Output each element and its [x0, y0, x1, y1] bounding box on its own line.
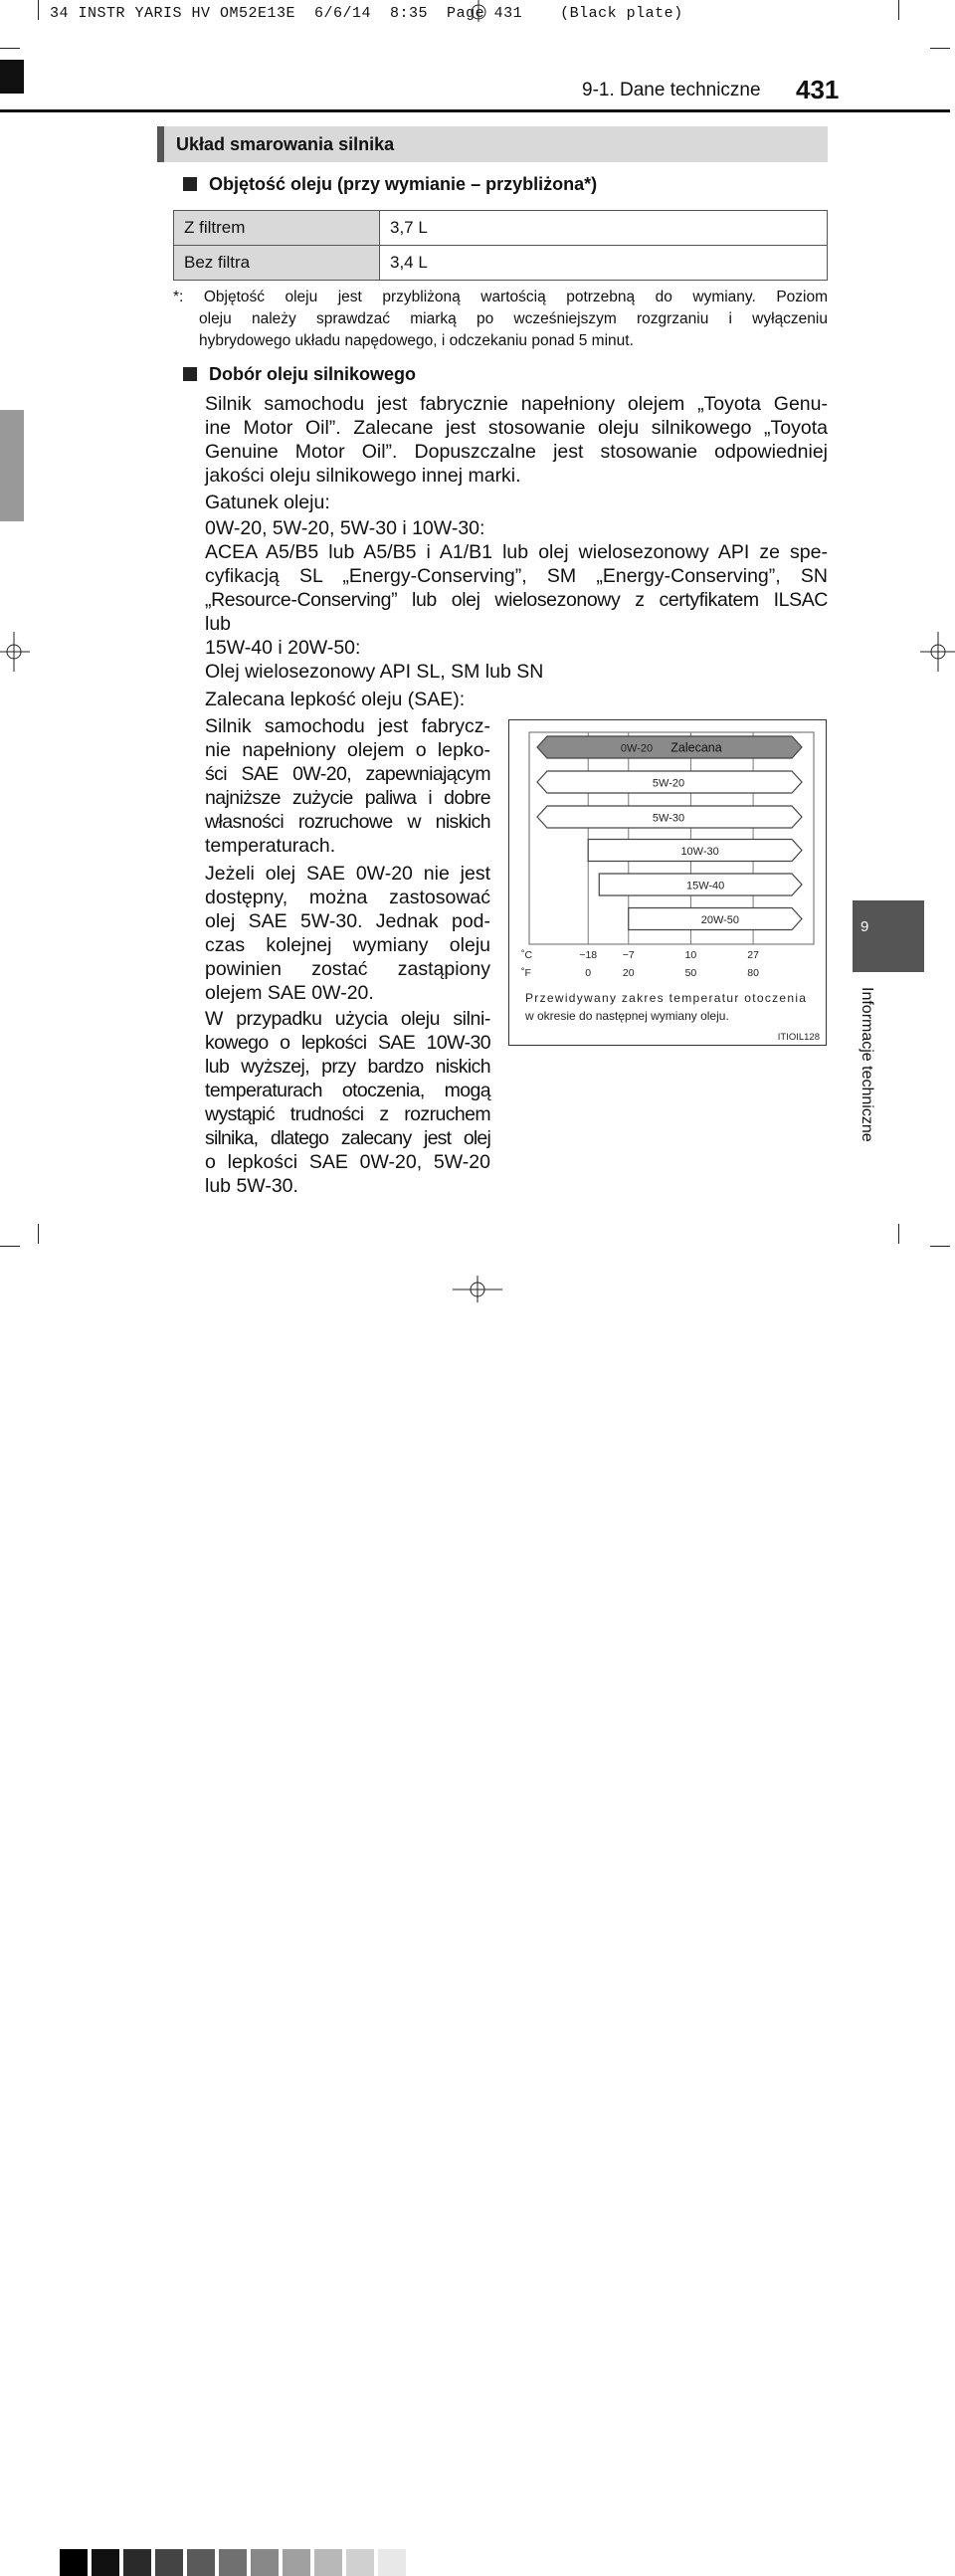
- text-line: W przypadku użycia oleju silni-: [205, 1008, 490, 1030]
- bar-label: 5W-30: [652, 812, 685, 825]
- table-row: [174, 246, 828, 281]
- color-swatch: [60, 2549, 88, 2576]
- text-line: kowego o lepkości SAE 10W-30: [205, 1032, 490, 1054]
- color-swatch: [123, 2549, 151, 2576]
- fahrenheit-unit-label: ˚F: [521, 967, 531, 979]
- footnote-line: hybrydowego układu napędowego, i odczekaniu ponad 5 minut.: [199, 332, 634, 349]
- crop-mark: [930, 48, 950, 49]
- oil-selection-heading: [183, 364, 416, 385]
- text-line: Olej wielosezonowy API SL, SM lub SN: [205, 661, 544, 683]
- table-row: [174, 211, 828, 246]
- bar-label: 0W-20: [620, 742, 654, 755]
- text-line: dostępny, można zastosować: [205, 887, 490, 908]
- fahrenheit-tick-label: 0: [585, 967, 592, 979]
- header-rule: [0, 109, 950, 112]
- viscosity-paragraph-2: [205, 862, 490, 1005]
- section-heading: Układ smarowania silnika: [157, 126, 828, 162]
- table-cell-value: 3,7 L: [380, 211, 828, 246]
- oil-capacity-heading: [183, 174, 597, 195]
- viscosity-bar-0w-20: [537, 736, 802, 758]
- table-cell-label: Z filtrem: [174, 211, 380, 246]
- color-swatch: [219, 2549, 247, 2576]
- fahrenheit-tick-label: 80: [747, 967, 759, 979]
- fahrenheit-tick-label: 50: [684, 967, 697, 979]
- text-line: 0W-20, 5W-20, 5W-30 i 10W-30:: [205, 517, 485, 539]
- recommended-label: Zalecana: [670, 740, 722, 755]
- text-line: olej SAE 5W-30. Jednak pod-: [205, 910, 490, 932]
- text-line: najniższe zużycie paliwa i dobre: [205, 787, 490, 809]
- text-line: lub wyższej, przy bardzo niskich: [205, 1056, 490, 1078]
- text-line: silnika, dlatego zalecany jest olej: [205, 1127, 490, 1149]
- page-number: 431: [796, 75, 840, 104]
- text-line: czas kolejnej wymiany oleju: [205, 934, 490, 956]
- chapter-number: 9: [860, 918, 869, 935]
- bullet-square-icon: [183, 177, 197, 191]
- celsius-tick-label: −7: [622, 949, 635, 961]
- text-line: temperaturach otoczenia, mogą: [205, 1080, 490, 1101]
- crop-mark: [898, 1224, 899, 1244]
- capacity-footnote: [173, 287, 828, 352]
- print-header: 34 INSTR YARIS HV OM52E13E 6/6/14 8:35 Page 431 (Black plate): [50, 5, 683, 22]
- crop-mark: [930, 1246, 950, 1247]
- viscosity-label: Zalecana lepkość oleju (SAE):: [205, 689, 466, 710]
- registration-mark-right: [920, 632, 955, 672]
- text-line: Jeżeli olej SAE 0W-20 nie jest: [205, 863, 490, 885]
- side-gray-tab: [0, 410, 24, 521]
- crop-mark: [0, 1246, 20, 1247]
- crop-mark: [0, 48, 20, 49]
- text-line: olejem SAE 0W-20.: [205, 982, 374, 1004]
- text-line: ACEA A5/B5 lub A5/B5 i A1/B1 lub olej wielosezonowy API ze spe-: [205, 541, 828, 563]
- text-line: „Resource-Conserving” lub olej wielosezonowy z certyfikatem ILSAC: [205, 589, 828, 611]
- color-swatch: [187, 2549, 215, 2576]
- fahrenheit-tick-label: 20: [622, 967, 635, 979]
- chapter-title: Informacje techniczne: [859, 987, 875, 1142]
- bar-label: 5W-20: [652, 777, 685, 790]
- chart-caption-line: Przewidywany zakres temperatur otoczenia: [525, 991, 806, 1005]
- bullet-square-icon: [183, 367, 197, 381]
- color-swatch: [155, 2549, 183, 2576]
- crop-mark: [38, 1224, 39, 1244]
- footnote-line: oleju należy sprawdzać miarką po wcześniejszym rozgrzaniu i wyłączeniu: [199, 310, 828, 327]
- text-line: lub: [205, 613, 232, 635]
- oil-selection-title: Dobór oleju silnikowego: [209, 364, 417, 384]
- text-line: ine Motor Oil”. Zalecane jest stosowanie oleju silnikowego „Toyota: [205, 417, 828, 439]
- oil-capacity-title: Objętość oleju (przy wymianie – przybliżona*): [209, 174, 598, 194]
- celsius-tick-label: 27: [747, 949, 759, 961]
- viscosity-chart: [508, 719, 827, 1046]
- figure-id: ITIOIL128: [777, 1032, 820, 1043]
- running-header: 9-1. Dane techniczne: [582, 80, 761, 100]
- grade-list: [205, 516, 828, 684]
- color-swatch: [346, 2549, 374, 2576]
- text-line: lub 5W-30.: [205, 1175, 298, 1197]
- text-line: Silnik samochodu jest fabrycznie napełniony olejem „Toyota Genu-: [205, 393, 828, 415]
- viscosity-paragraph-1: [205, 714, 490, 858]
- registration-mark-left: [0, 632, 30, 672]
- text-line: o lepkości SAE 0W-20, 5W-20: [205, 1151, 490, 1173]
- bar-label: 15W-40: [685, 880, 725, 892]
- oil-selection-intro: [205, 392, 828, 488]
- text-line: powinien zostać zastąpiony: [205, 958, 490, 980]
- crop-mark: [38, 0, 39, 20]
- oil-capacity-table: [173, 210, 828, 281]
- text-line: Genuine Motor Oil”. Dopuszczalne jest stosowanie odpowiedniej: [205, 441, 828, 463]
- crop-mark: [898, 0, 899, 20]
- color-swatch: [314, 2549, 342, 2576]
- text-line: nie napełniony olejem o lepko-: [205, 739, 490, 761]
- text-line: jakości oleju silnikowego innej marki.: [205, 465, 521, 487]
- color-swatch: [251, 2549, 279, 2576]
- table-cell-value: 3,4 L: [380, 246, 828, 281]
- celsius-unit-label: ˚C: [521, 949, 533, 961]
- footnote-line: *: Objętość oleju jest przybliżoną wartością potrzebną do wymiany. Poziom: [173, 289, 828, 305]
- text-line: wystąpić trudności z rozruchem: [205, 1103, 490, 1125]
- celsius-tick-label: −18: [579, 949, 598, 961]
- text-line: cyfikacją SL „Energy-Conserving”, SM „Energy-Conserving”, SN: [205, 565, 828, 587]
- text-line: Silnik samochodu jest fabrycz-: [205, 715, 490, 737]
- bar-label: 10W-30: [680, 846, 719, 858]
- text-line: temperaturach.: [205, 835, 336, 857]
- viscosity-chart-svg: [509, 720, 826, 1045]
- text-line: własności rozruchowe w niskich: [205, 811, 490, 833]
- color-swatch: [283, 2549, 310, 2576]
- color-swatch: [378, 2549, 406, 2576]
- celsius-tick-label: 10: [684, 949, 697, 961]
- text-line: 15W-40 i 20W-50:: [205, 637, 361, 659]
- color-swatch: [92, 2549, 119, 2576]
- viscosity-paragraph-3: [205, 1007, 490, 1198]
- registration-mark-bottom: [453, 1276, 502, 1302]
- registration-mark-top: [464, 0, 493, 22]
- text-line: ści SAE 0W-20, zapewniającym: [205, 763, 490, 785]
- chapter-tab: [853, 900, 924, 972]
- table-cell-label: Bez filtra: [174, 246, 380, 281]
- corner-block: [0, 60, 24, 94]
- chart-caption-line: w okresie do następnej wymiany oleju.: [525, 1009, 729, 1023]
- grade-label: Gatunek oleju:: [205, 492, 330, 513]
- bar-label: 20W-50: [700, 914, 740, 926]
